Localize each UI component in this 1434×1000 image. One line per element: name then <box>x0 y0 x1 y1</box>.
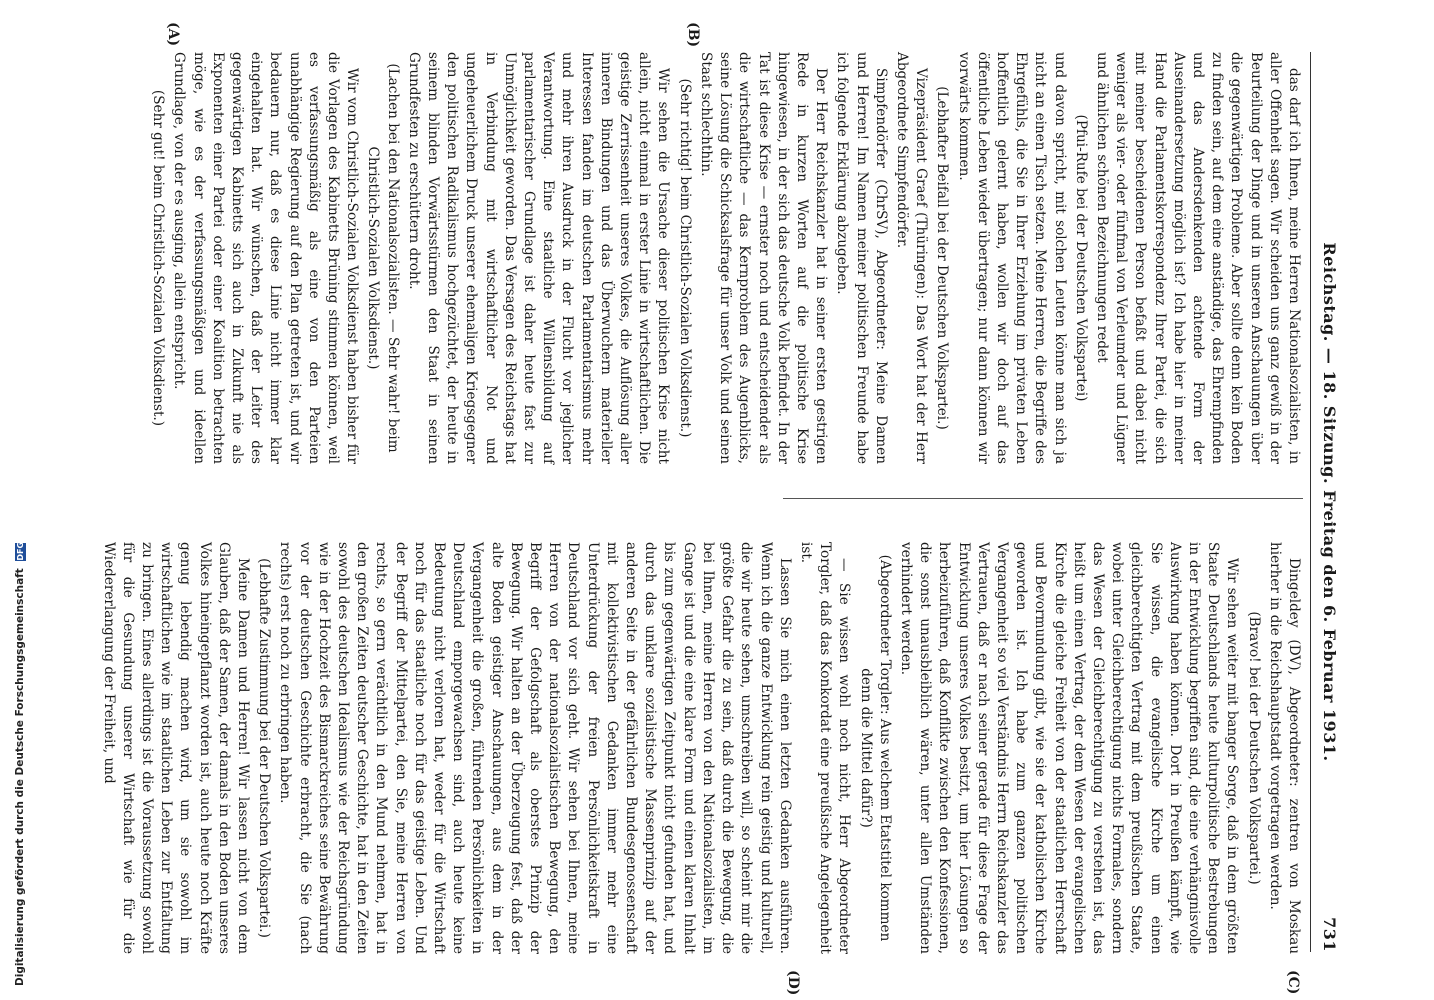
right-column-paragraph: — Sie wissen wohl noch nicht, Herr Abgeordneter Torgler, daß das Konkordat eine preußische Angelegenheit ist. <box>797 542 853 954</box>
left-column-paragraph: (Sehr richtig! beim Christlich-Sozialen Volksdienst.) <box>676 78 693 438</box>
right-column-paragraph: Dingeldey (DV), Abgeordneter: zentren von Moskau hierher in die Reichshauptstadt vorgetragen werden. <box>1266 542 1302 954</box>
dfg-logo-icon: DFG <box>15 541 25 561</box>
running-head <box>1313 52 1341 952</box>
right-column-paragraph: Wir sehen weiter mit banger Sorge, daß in dem größten Staate Deutschlands heute kulturpolitische Bestrebungen in der Entwicklung begriffen sind, die eine verhängnisvolle Auswirkung haben können. Dort in Preußen kämpft, wie Sie wissen, die evangelische Kirche um einen gleichberechtigten Vertrag mit dem preußischen Staate, wobei unter Gleichberechtigung nichts Formales, sondern das Wesen der Gleichberechtigung zu verstehen ist, das heißt um einen Vertrag, der dem Wesen der evangelischen Kirche die gleiche Freiheit von der staatlichen Herrschaft und Bevormundung gibt, wie sie der katholischen Kirche geworden ist. Ich habe zum ganzen politischen Vergangenheit so viel Verständnis Herrn Reichskanzler das Vertrauen, daß er nach seiner gerade für diese Frage der Entwicklung unseres Volkes besitzt, um hier Lösungen so herbeizuführen, daß Konflikte zwischen den Konfessionen, die sonst unausbleiblich wären, unter allen Umständen verhindert werden. <box>897 542 1241 954</box>
header-rule <box>1310 52 1311 952</box>
right-column-paragraph: (Bravo! bei der Deutschen Volkspartei.) <box>1245 611 1262 885</box>
left-column-paragraph: Vizepräsident Graef (Thüringen): Das Wort hat der Herr Abgeordnete Simpfendörfer. <box>893 52 930 464</box>
right-column-paragraph: Meine Damen und Herren! Wir lassen nicht von dem Glauben, daß der Samen, der damals in den Boden unseres Volkes hineingepflanzt worden ist, auch heute noch Kräfte genug lebendig machen wird, um sie sowohl im wirtschaftlichen wie im staatlichen Leben zur Entfaltung zu bringen. Eines allerdings ist die Voraussetzung sowohl für die Gesundung unserer Wirtschaft wie für die Wiedererlangung der Freiheit, und <box>100 542 252 954</box>
text-column-left <box>123 52 1303 464</box>
left-column-paragraph: Simpfendörfer (ChrSV), Abgeordneter: Meine Damen und Herren! Im Namen meiner politischen Freunde habe ich folgende Erklärung abzugeben. <box>834 52 889 464</box>
page-number: 731 <box>1320 917 1339 952</box>
left-column-paragraph: Der Herr Reichskanzler hat in seiner ersten gestrigen Rede in kurzen Worten auf die politische Krise hingewiesen, in der sich das deutsche Volk befindet. In der Tat ist diese Krise — ernster noch und entscheidender als die wirtschaftliche — das Kernproblem des Augenblicks, seine Lösung die Schicksalsfrage für unser Volk und seinen Staat schlechthin. <box>697 52 830 464</box>
left-column-paragraph: (Lachen bei den Nationalsozialisten. — Sehr wahr! beim Christlich-Sozialen Volksdienst.) <box>365 63 401 453</box>
digitization-credit <box>14 6 30 986</box>
margin-letter-c: (C) <box>1285 970 1301 995</box>
credit-text: Digitalisierung gefördert durch die Deutsche Forschungsgemeinschaft <box>14 568 26 986</box>
text-column-right <box>100 542 1303 954</box>
margin-letter-a: (A) <box>165 22 181 47</box>
page-header-title: Reichstag. — 18. Sitzung. Freitag den 6. Februar 1931. <box>1320 242 1339 762</box>
rotated-newspaper-page <box>71 12 1341 996</box>
margin-letter-b: (B) <box>685 22 701 48</box>
column-divider <box>783 498 1303 499</box>
margin-letter-d: (D) <box>785 970 801 996</box>
left-column-paragraph: und davon spricht, mit solchen Leuten könne man sich ja nicht an einen Tisch setzen. Meine Herren, die Begriffe des Ehrgefühls, die Sie in Ihrer Erziehung im privaten Leben hoffentlich gelernt haben, wollen wir doch auf das öffentliche Leben wieder übertragen; nur dann können wir vorwärts kommen. <box>955 52 1068 464</box>
right-column-paragraph: Lassen Sie mich einen letzten Gedanken ausführen. Wenn ich die ganze Entwicklung rein geistig und kulturell, die wir heute sehen, umschreiben will, so scheint mir die größte Gefahr die zu sein, daß durch die Bewegung, die bei Ihnen, meine Herren von den Nationalsozialisten, im Gange ist und die eine klare Form und einen klaren Inhalt bis zum gegenwärtigen Zeitpunkt nicht gefunden hat, und durch das unklare sozialistische Massenprinzip auf der anderen Seite in der gefährlichen Bundesgenossenschaft mit kollektivistischen Gedanken immer mehr eine Unterdrückung der freien Persönlichkeitskraft in Deutschland vor sich geht. Wir sehen bei Ihnen, meine Herren von der nationalsozialistischen Bewegung, den Begriff der Gefolgschaft als oberstes Prinzip der Bewegung. Wir halten an der Überzeugung fest, daß der alte Boden geistiger Anschauungen, aus dem in der Vergangenheit die großen, führenden Persönlichkeiten in Deutschland emporgewachsen sind, auch heute keine Bedeutung nicht verloren hat, weder für die Wirtschaft noch für das staatliche noch für das geistige Leben. Und der Begriff der Mittelpartei, den Sie, meine Herren von rechts, so gern verächtlich in den Mund nehmen, hat in den großen Zeiten deutscher Geschichte, hat in den Zeiten sowohl des deutschen Idealismus wie der Reichsgründung wie in der Hochzeit des Bismarckreiches seine Bewährung vor der deutschen Geschichte erbracht, die Sie (nach rechts) erst noch zu erbringen haben. <box>277 542 793 954</box>
left-column-paragraph: (Pfui-Rufe bei der Deutschen Volkspartei) <box>1072 114 1089 402</box>
left-column-paragraph: (Sehr gut! beim Christlich-Sozialen Volksdienst.) <box>150 89 167 427</box>
left-column-paragraph: Wir sehen die Ursache dieser politischen Krise nicht allein, nicht einmal in erster Linie in wirtschaftlichen. Die geistige Zerrissenheit unseres Volkes, die Auflösung aller inneren Bindungen und das Überwuchern materieller Interessen fanden im deutschen Parlamentarismus mehr und mehr ihren Ausdruck in der Flucht vor jeglicher Verantwortung. Eine staatliche Willensbildung auf parlamentarischer Grundlage ist daher heute fast zur Unmöglichkeit geworden. Das Versagen des Reichstags hat in Verbindung mit wirtschaftlicher Not und ungeheuerlichem Druck unserer ehemaligen Kriegsgegner den politischen Radikalismus hochgezüchtet, der heute in seinem blinden Vorwärtsstürmen den Staat in seinen Grundfesten zu erschüttern droht. <box>405 52 672 464</box>
right-column-paragraph: (Abgeordneter Torgler: Aus welchem Etatstitel kommen denn die Mittel dafür?) <box>857 554 893 942</box>
left-column-paragraph: (Lebhafter Beifall bei der Deutschen Volkspartei.) <box>934 86 951 430</box>
left-column-paragraph: Wir vom Christlich-Sozialen Volksdienst haben bisher für die Vorlagen des Kabinetts Brüning stimmen können, weil es verfassungsmäßig als eine von den Parteien unabhängige Regierung auf den Plan getreten ist, und wir bedauern nur, daß es diese Linie nicht immer klar eingehalten hat. Wir wünschen, daß der Leiter des gegenwärtigen Kabinetts sich auch in Zukunft nie als Exponenten einer Partei oder einer Koalition betrachten möge, wie es der verfassungsmäßigen und ideellen Grundlage, von der es ausging, allein entspricht. <box>171 52 361 464</box>
right-column-paragraph: (Lebhafte Zustimmung bei der Deutschen Volkspartei.) <box>256 558 273 938</box>
left-column-paragraph: das darf ich Ihnen, meine Herren Nationalsozialisten, in aller Offenheit sagen. Wir scheiden uns ganz gewiß in der Beurteilung der Dinge und in unseren Anschauungen über die gegenwärtigen Probleme. Aber sollte denn kein Boden zu finden sein, auf dem eine anständige, das Ehrempfinden und das Andersdenkenden achtende Form der Auseinandersetzung möglich ist? Ich habe hier in meiner Hand die Parlamentskorrespondenz Ihrer Partei, die sich mit meiner bescheidenen Person befaßt und dabei nicht weniger als vier- oder fünfmal von Verleumder und Lügner und ähnlichen schönen Bezeichnungen redet <box>1093 52 1302 464</box>
